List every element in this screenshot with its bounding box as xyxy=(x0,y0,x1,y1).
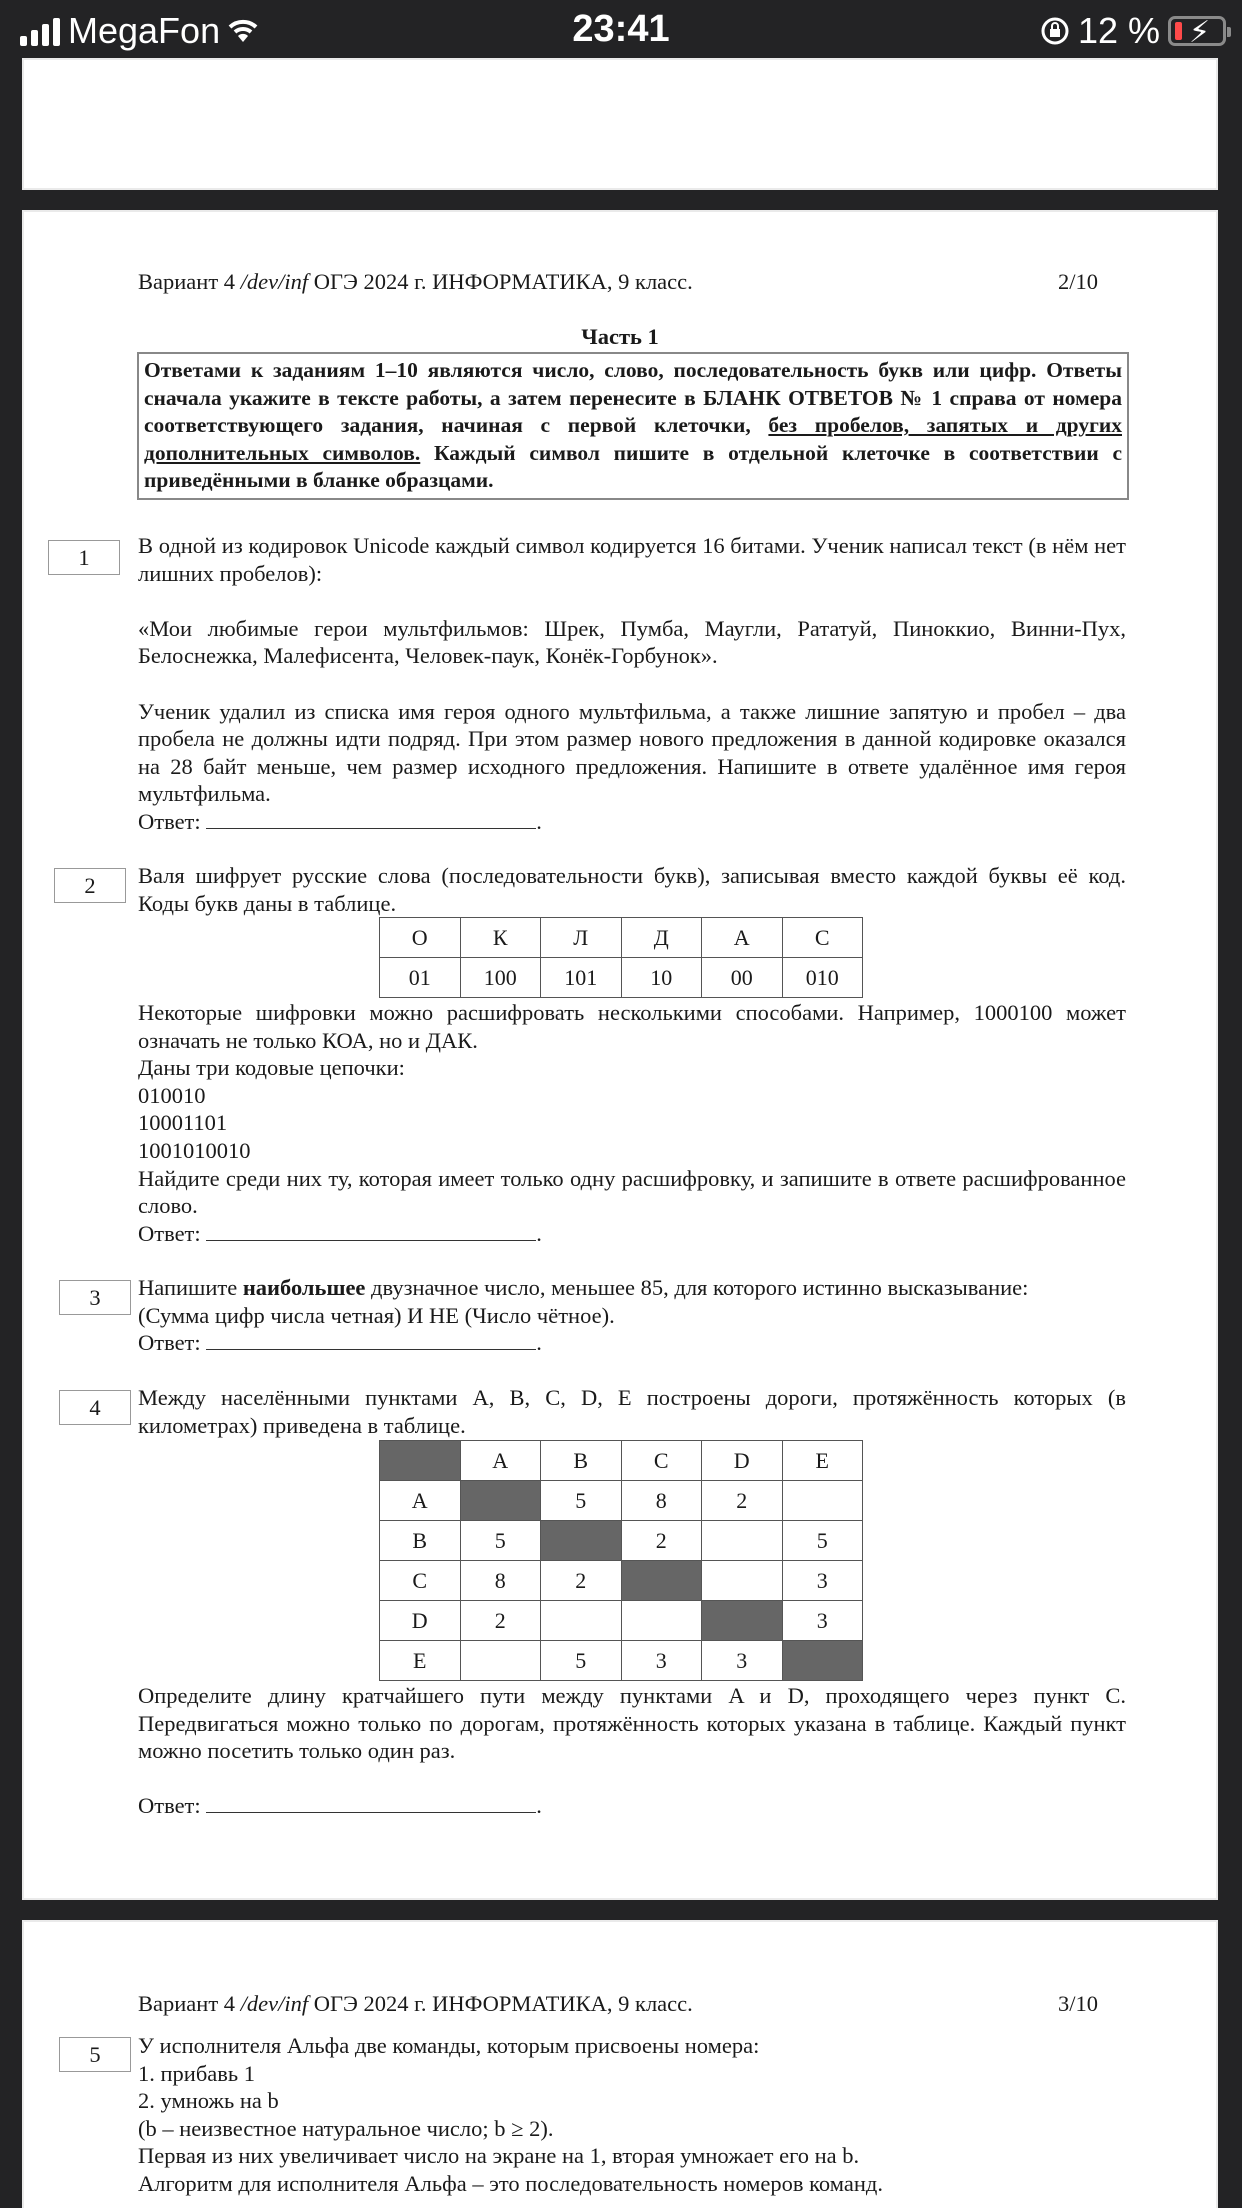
table-cell xyxy=(541,1601,622,1641)
task-text: (Сумма цифр числа четная) И НЕ (Число чётное). xyxy=(138,1302,615,1328)
document-page-2 xyxy=(24,212,1216,1898)
notice-text-end: Каждый символ пишите в отдельной клеточке в соответствии с приведёнными в бланке образцами. xyxy=(144,440,1123,492)
table-cell: Л xyxy=(541,918,622,958)
answer-field[interactable] xyxy=(206,1330,536,1350)
task-text: Ученик удалил из списка имя героя одного мультфильма, а также лишние запятую и пробел – два пробела не должны идти подряд. При этом размер нового предложения в данной кодировке оказался на 28 байт меньше, чем размер исходного предложения. Напишите в ответе удалённое имя героя мультфильма. xyxy=(138,698,1126,807)
table-row xyxy=(380,1641,863,1681)
table-header: E xyxy=(782,1441,863,1481)
page-number: 3/10 xyxy=(1057,1991,1098,2016)
table-cell: 3 xyxy=(782,1601,863,1641)
task-text: (b – неизвестное натуральное число; b ≥ 2). xyxy=(138,2115,554,2141)
table-cell xyxy=(621,1601,702,1641)
row-header: E xyxy=(380,1641,461,1681)
row-header: B xyxy=(380,1521,461,1561)
header-suffix: ОГЭ 2024 г. ИНФОРМАТИКА, 9 класс. xyxy=(308,1991,693,2016)
task-text: Валя шифрует русские слова (последовательности букв), записывая вместо каждой буквы её код. Коды букв даны в таблице. xyxy=(138,863,1126,916)
table-header: C xyxy=(621,1441,702,1481)
answer-label: Ответ: xyxy=(138,808,201,834)
table-header: A xyxy=(460,1441,541,1481)
table-cell: А xyxy=(702,918,783,958)
page-header xyxy=(138,269,693,295)
table-cell: 5 xyxy=(460,1521,541,1561)
table-cell: 101 xyxy=(541,958,622,998)
table-cell xyxy=(460,1641,541,1681)
task-text: Найдите среди них ту, которая имеет только одну расшифровку, и запишите в ответе расшифрованное слово. xyxy=(138,1165,1126,1219)
header-italic: /dev/inf xyxy=(240,269,309,294)
task-text: В одной из кодировок Unicode каждый символ кодируется 16 битами. Ученик написал текст (в нём нет лишних пробелов): xyxy=(138,533,1126,586)
table-cell: 8 xyxy=(621,1481,702,1521)
answer-label: Ответ: xyxy=(138,1793,201,1819)
table-cell: 3 xyxy=(782,1561,863,1601)
table-row xyxy=(380,1561,863,1601)
table-header: B xyxy=(541,1441,622,1481)
table-cell-diagonal xyxy=(621,1561,702,1601)
table-cell: 5 xyxy=(541,1641,622,1681)
answer-label: Ответ: xyxy=(138,1330,201,1356)
table-row xyxy=(380,1601,863,1641)
carrier-name: MegaFon xyxy=(68,10,221,51)
table-cell: 01 xyxy=(380,958,461,998)
header-prefix: Вариант 4 xyxy=(138,269,241,294)
task-text: 1. прибавь 1 xyxy=(138,2060,256,2086)
table-cell: 5 xyxy=(782,1521,863,1561)
orientation-lock-icon xyxy=(1040,16,1070,46)
table-cell: 010 xyxy=(782,958,863,998)
clock: 23:41 xyxy=(572,8,670,50)
row-header: A xyxy=(380,1481,461,1521)
task-text-bold: наибольшее xyxy=(242,1275,366,1300)
notice-underlined: без пробелов, запятых и других дополнительных символов. xyxy=(144,413,1122,465)
table-cell-diagonal xyxy=(460,1481,541,1521)
header-suffix: ОГЭ 2024 г. ИНФОРМАТИКА, 9 класс. xyxy=(308,269,693,294)
table-cell: 2 xyxy=(621,1521,702,1561)
status-bar xyxy=(0,0,1242,60)
task-text: Напишите xyxy=(138,1275,243,1300)
task-text: «Мои любимые герои мультфильмов: Шрек, Пумба, Маугли, Рататуй, Пиноккио, Винни-Пух, Белоснежка, Малефисента, Человек-паук, Конёк-Горбунок». xyxy=(138,615,1126,669)
task-number-box: 5 xyxy=(59,2037,131,2072)
table-cell xyxy=(702,1521,783,1561)
part-title: Часть 1 xyxy=(581,324,659,349)
task-text: Даны три кодовые цепочки: xyxy=(138,1055,405,1081)
battery-percent: 12 % xyxy=(1077,10,1160,51)
answer-label: Ответ: xyxy=(138,1220,201,1246)
page-header xyxy=(138,1991,693,2017)
battery-charging-icon: ⚡ xyxy=(1168,16,1226,46)
table-cell: 2 xyxy=(541,1561,622,1601)
table-cell-diagonal xyxy=(782,1641,863,1681)
document-page-3 xyxy=(24,1922,1216,2208)
task-number-box: 4 xyxy=(59,1390,131,1425)
task-text: двузначное число, меньшее 85, для которого истинно высказывание: xyxy=(365,1275,1029,1300)
table-cell: 2 xyxy=(460,1601,541,1641)
table-cell: 3 xyxy=(702,1641,783,1681)
table-cell: 8 xyxy=(460,1561,541,1601)
task-2 xyxy=(138,862,1126,917)
distance-table xyxy=(379,1440,863,1681)
answer-field[interactable] xyxy=(206,809,536,829)
table-cell: 5 xyxy=(541,1481,622,1521)
table-cell: 10 xyxy=(621,958,702,998)
table-cell: С xyxy=(782,918,863,958)
table-cell: Д xyxy=(621,918,702,958)
task-5 xyxy=(138,2032,1126,2198)
task-text: Между населёнными пунктами A, B, C, D, E построены дороги, протяжённость которых (в километрах) приведена в таблице. xyxy=(138,1385,1126,1438)
task-text: Алгоритм для исполнителя Альфа – это последовательность номеров команд. xyxy=(138,2170,883,2196)
instructions-box xyxy=(137,352,1129,500)
task-text: Определите длину кратчайшего пути между пунктами A и D, проходящего через пункт C. Передвигаться можно только по дорогам, протяжённость которых указана в таблице. Каждый пункт можно посетить только один раз. xyxy=(138,1683,1126,1764)
table-cell-diagonal xyxy=(541,1521,622,1561)
letter-code-table xyxy=(379,917,863,998)
table-cell: 100 xyxy=(460,958,541,998)
task-number-box: 2 xyxy=(54,868,126,903)
code-chain: 010010 xyxy=(138,1082,206,1108)
table-corner-cell xyxy=(380,1441,461,1481)
task-text: 2. умножь на b xyxy=(138,2088,279,2114)
answer-field[interactable] xyxy=(206,1221,536,1241)
row-header: C xyxy=(380,1561,461,1601)
page-number: 2/10 xyxy=(1057,269,1098,294)
task-4-continued: Определите длину кратчайшего пути между пунктами A и D, проходящего через пункт C. Передвигаться можно только по дорогам, протяжённость которых указана в таблице. Каждый пункт можно посетить только один раз. Ответ: . xyxy=(138,1683,1126,1819)
notice-text: Ответами к заданиям 1–10 являются число, слово, последовательность букв или цифр. Ответы сначала укажите в тексте работы, а затем перенесите в БЛАНК ОТВЕТОВ № 1 справа от номера соответствующего задания, начиная с первой клеточки, xyxy=(144,358,1122,437)
row-header: D xyxy=(380,1601,461,1641)
table-row xyxy=(380,1481,863,1521)
header-italic: /dev/inf xyxy=(240,1991,309,2016)
task-text: У исполнителя Альфа две команды, которым присвоены номера: xyxy=(138,2033,760,2058)
table-cell: 3 xyxy=(621,1641,702,1681)
task-text: Некоторые шифровки можно расшифровать несколькими способами. Например, 1000100 может означать не только КОА, но и ДАК. xyxy=(138,1000,1126,1053)
table-cell: 2 xyxy=(702,1481,783,1521)
table-row xyxy=(380,1521,863,1561)
table-cell: 00 xyxy=(702,958,783,998)
task-number-box: 1 xyxy=(48,540,120,575)
code-chain: 1001010010 xyxy=(138,1137,251,1163)
answer-field[interactable] xyxy=(206,1793,536,1813)
header-prefix: Вариант 4 xyxy=(138,1991,241,2016)
task-4 xyxy=(138,1384,1126,1439)
table-cell: К xyxy=(460,918,541,958)
table-cell xyxy=(702,1561,783,1601)
table-cell-diagonal xyxy=(702,1601,783,1641)
document-page-1 xyxy=(24,60,1216,188)
task-2-continued: Некоторые шифровки можно расшифровать несколькими способами. Например, 1000100 может означать не только КОА, но и ДАК. Даны три кодовые цепочки: 010010 10001101 1001010010 Найдите среди них ту, которая имеет только одну расшифровку, и запишите в ответе расшифрованное слово. Ответ: . xyxy=(138,1000,1126,1246)
table-cell: О xyxy=(380,918,461,958)
task-number-box: 3 xyxy=(59,1280,131,1315)
task-text: Первая из них увеличивает число на экране на 1, вторая умножает его на b. xyxy=(138,2143,860,2169)
code-chain: 10001101 xyxy=(138,1110,228,1136)
table-header: D xyxy=(702,1441,783,1481)
table-cell xyxy=(782,1481,863,1521)
task-1: В одной из кодировок Unicode каждый символ кодируется 16 битами. Ученик написал текст (в нём нет лишних пробелов): «Мои любимые герои мультфильмов: Шрек, Пумба, Маугли, Рататуй, Пиноккио, Винни-Пух, Белоснежка, Малефисента, Человек-паук, Конёк-Горбунок». Ученик удалил из списка имя героя одного мультфильма, а также лишние запятую и пробел – два пробела не должны идти подряд. При этом размер нового предложения в данной кодировке оказался на 28 байт меньше, чем размер исходного предложения. Напишите в ответе удалённое имя героя мультфильма. Ответ: . xyxy=(138,533,1126,834)
task-3: Напишите наибольшее двузначное число, меньшее 85, для которого истинно высказывание: (Сумма цифр числа четная) И НЕ (Число чётное). Ответ: . xyxy=(138,1274,1126,1357)
